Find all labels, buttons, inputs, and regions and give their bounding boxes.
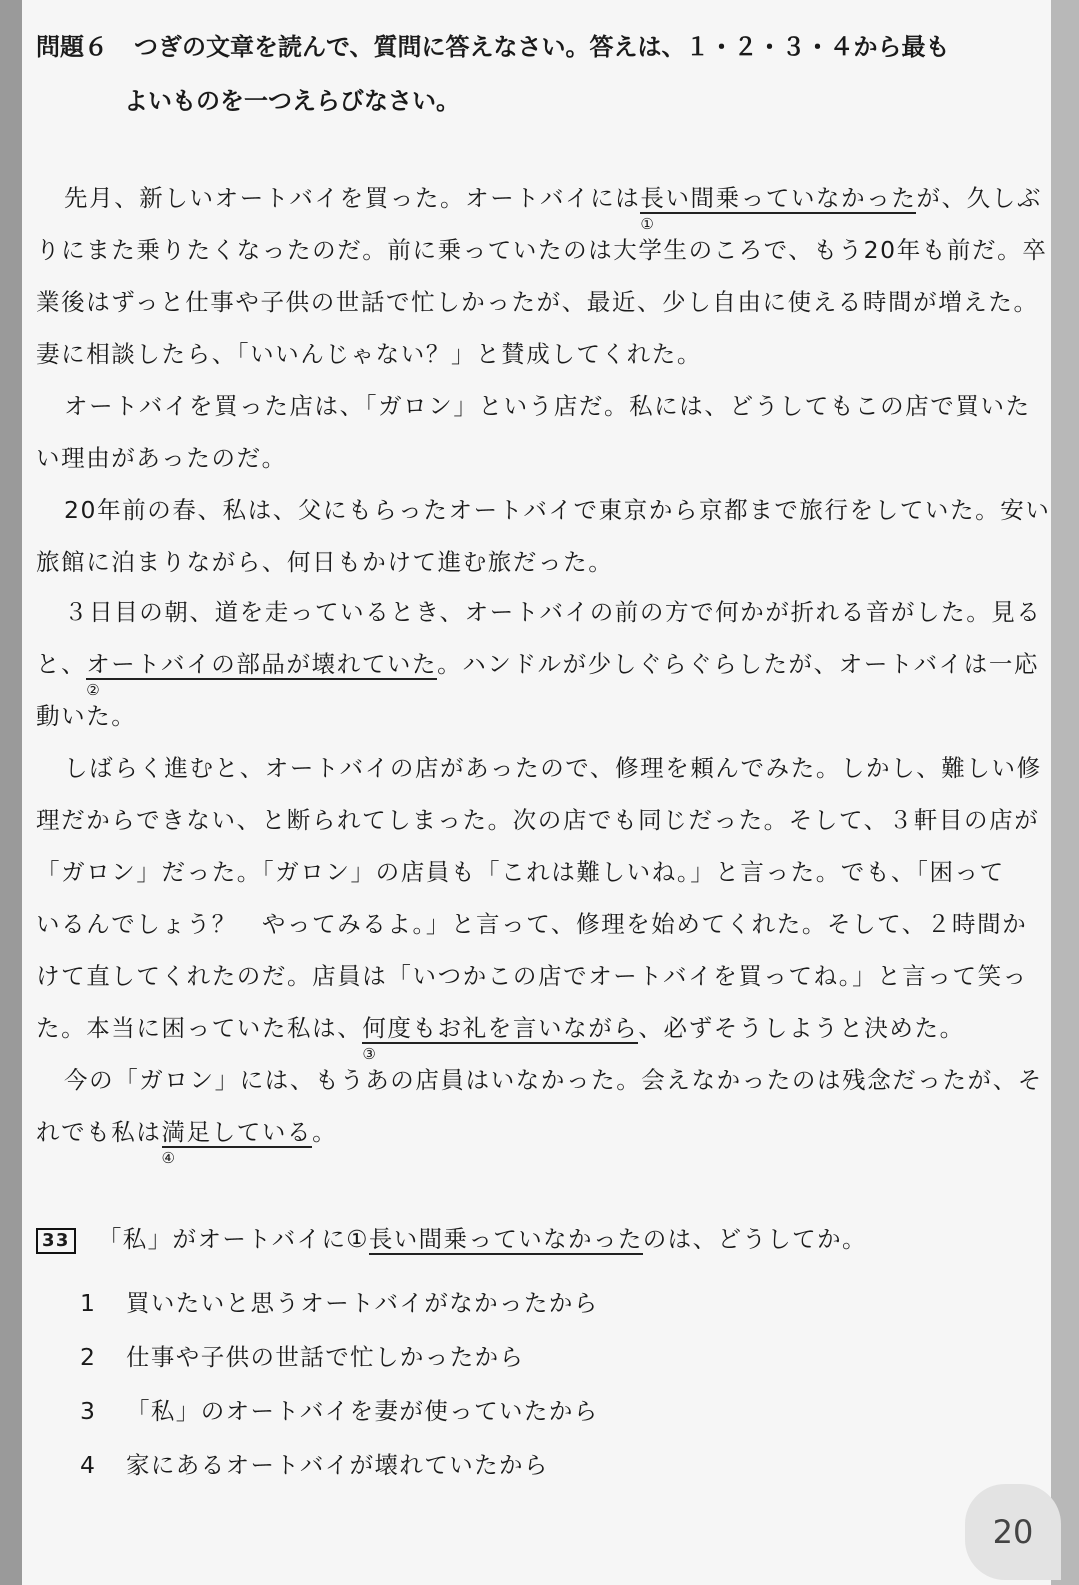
marker-4: ④ — [161, 1149, 175, 1167]
marker-3: ③ — [362, 1045, 376, 1063]
question-underline: 長い間乗っていなかった — [368, 1225, 643, 1253]
paragraph-6: 今の「ガロン」には、もうあの店員はいなかった。会えなかったのは残念だったが、そ れでも私は満足している ④ 。 — [36, 1066, 1043, 1167]
option-1[interactable]: 1 買いたいと思うオートバイがなかったから — [80, 1289, 599, 1317]
marker-2: ② — [86, 681, 100, 699]
underline-1: 長い間乗っていなかった ① — [640, 184, 917, 233]
paragraph-3: 20年前の春、私は、父にもらったオートバイで東京から京都まで旅行をしていた。安い 旅館に泊まりながら、何日もかけて進む旅だった。 — [36, 496, 1051, 576]
paragraph-1: 先月、新しいオートバイを買った。オートバイには長い間乗っていなかった ① が、久しぶ りにまた乗りたくなったのだ。前に乗っていたのは大学生のころで、もう20年も前だ。卒 業後はずっと仕事や子供の世話で忙しかったが、最近、少し自由に使える時間が増えた。 妻に相談したら、「いいんじゃない？」と賛成してくれた。 — [36, 184, 1048, 368]
underline-4: 満足している ④ — [161, 1118, 313, 1167]
instructions — [36, 20, 1036, 128]
page-number-badge: 20 — [965, 1484, 1061, 1580]
option-3[interactable]: 3 「私」のオートバイを妻が使っていたから — [80, 1397, 599, 1425]
paragraph-2: オートバイを買った店は、「ガロン」という店だ。私には、どうしてもこの店で買いた い理由があったのだ。 — [36, 392, 1031, 472]
option-2[interactable]: 2 仕事や子供の世話で忙しかったから — [80, 1343, 525, 1371]
left-page-edge — [0, 0, 22, 1585]
question-33: 33 「私」がオートバイに①長い間乗っていなかったのは、どうしてか。 — [36, 1222, 867, 1256]
paragraph-5: しばらく進むと、オートバイの店があったので、修理を頼んでみた。しかし、難しい修 理だからできない、と断られてしまった。次の店でも同じだった。そして、３軒目の店が 「ガロン」だった。「ガロン」の店員も「これは難しいね。」と言った。でも、「困って いるんでしょう？ やってみるよ。」と言って、修理を始めてくれた。そして、２時間か けて直してくれたのだ。店員は「いつかこの店でオートバイを買ってね。」と言って笑っ た。本当に困っていた私は、何度もお礼を言いながら ③ 、必ずそうしようと決めた。 — [36, 754, 1042, 1063]
paragraph-4: ３日目の朝、道を走っているとき、オートバイの前の方で何かが折れる音がした。見る と、オートバイの部品が壊れていた ② 。ハンドルが少しぐらぐらしたが、オートバイは一応 動いた。 — [36, 598, 1042, 730]
exam-page — [22, 0, 1051, 1585]
problem-label: 問題６ — [36, 33, 108, 61]
marker-1: ① — [640, 215, 654, 233]
instructions-line-2: よいものを一つえらびなさい。 — [124, 87, 460, 115]
right-page-edge — [1051, 0, 1079, 1585]
underline-3: 何度もお礼を言いながら ③ — [362, 1014, 639, 1063]
answer-options — [80, 1276, 599, 1492]
option-4[interactable]: 4 家にあるオートバイが壊れていたから — [80, 1451, 549, 1479]
instructions-line-1: 問題６ つぎの文章を読んで、質問に答えなさい。答えは、１・２・３・４から最も — [36, 33, 950, 61]
question-number: 33 — [36, 1228, 76, 1254]
underline-2: オートバイの部品が壊れていた ② — [86, 650, 438, 699]
